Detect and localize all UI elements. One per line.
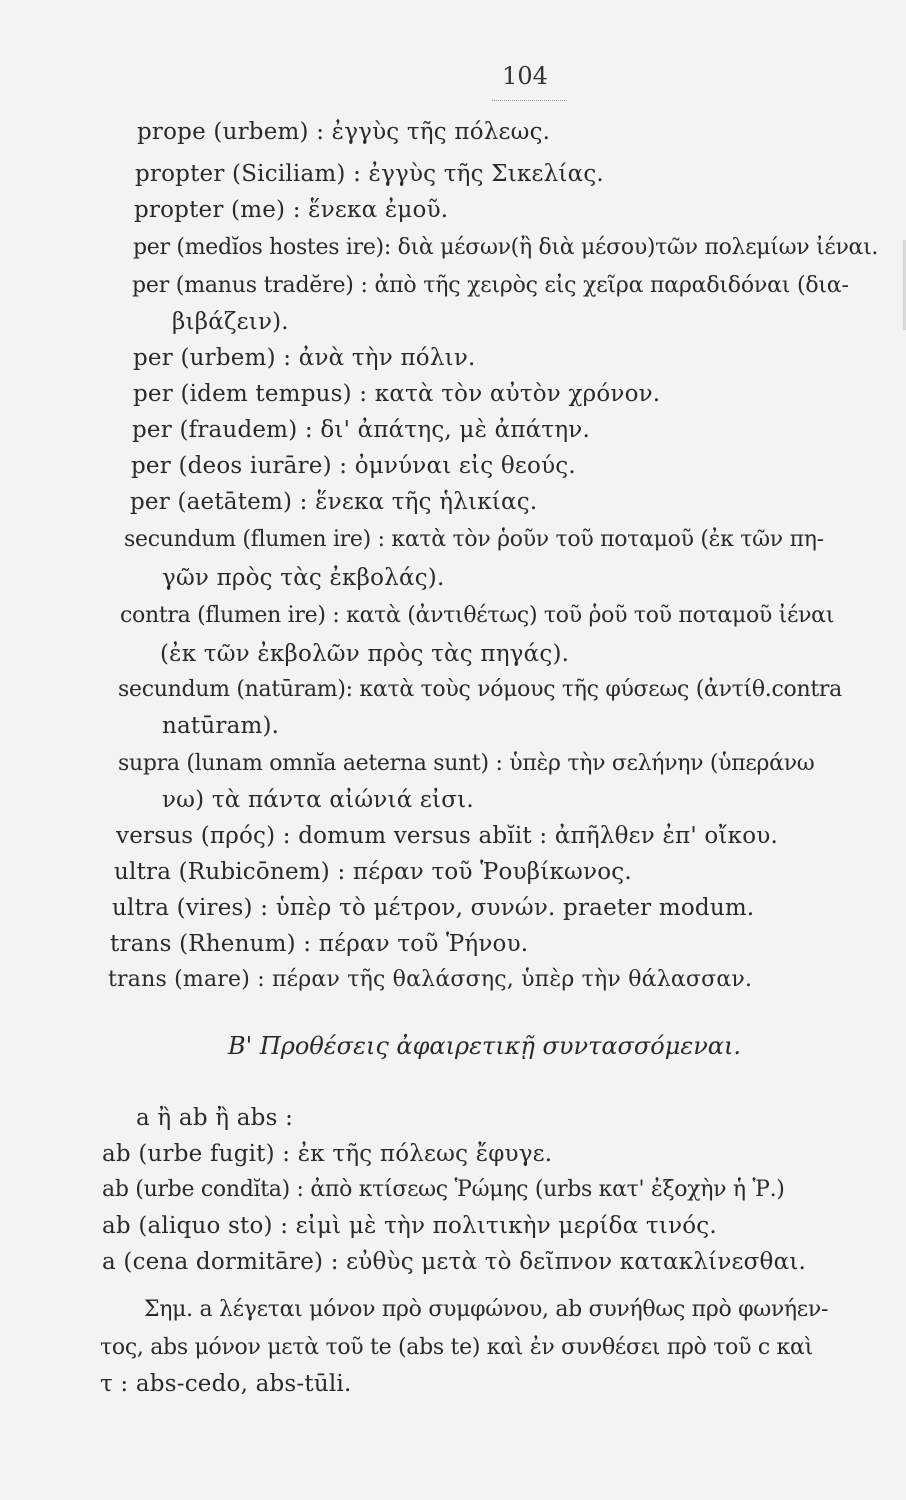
note-line: Σημ. a λέγεται μόνον πρὸ συμφώνου, ab συνήθως πρὸ φωνήεν- bbox=[144, 1297, 829, 1322]
entry-line: per (idem tempus) : κατὰ τὸν αὐτὸν χρόνον. bbox=[133, 381, 661, 407]
entry-line: νω) τὰ πάντα αἰώνιά εἰσι. bbox=[162, 787, 474, 813]
entry-line: trans (Rhenum) : πέραν τοῦ Ῥήνου. bbox=[110, 931, 529, 957]
entry-line: ultra (vires) : ὑπὲρ τὸ μέτρον, συνών. praeter modum. bbox=[112, 895, 755, 921]
entry-line: per (deos iurāre) : ὀμνύναι εἰς θεούς. bbox=[131, 453, 576, 479]
section-entry-line: ab (urbe fugit) : ἐκ τῆς πόλεως ἔφυγε. bbox=[102, 1141, 553, 1167]
entry-line: natūram). bbox=[162, 713, 280, 739]
section-entry-line: a (cena dormitāre) : εὐθὺς μετὰ τὸ δεῖπνον κατακλίνεσθαι. bbox=[102, 1249, 807, 1275]
entry-line: per (fraudem) : δι' ἀπάτης, μὲ ἀπάτην. bbox=[132, 417, 590, 443]
section-entry-line: ab (urbe condĭta) : ἀπὸ κτίσεως Ῥώμης (urbs κατ' ἐξοχὴν ἡ Ῥ.) bbox=[102, 1177, 785, 1202]
section-entry-line: a ἢ ab ἢ abs : bbox=[136, 1105, 294, 1131]
entry-line: (ἐκ τῶν ἐκβολῶν πρὸς τὰς πηγάς). bbox=[160, 641, 570, 667]
page-number: 104 bbox=[502, 62, 548, 90]
entry-line: per (aetātem) : ἕνεκα τῆς ἡλικίας. bbox=[130, 489, 538, 515]
section-heading: Β' Προθέσεις ἀφαιρετικῇ συντασσόμεναι. bbox=[228, 1032, 742, 1060]
entry-line: ultra (Rubicōnem) : πέραν τοῦ Ῥουβίκωνος. bbox=[114, 859, 632, 885]
entry-line: supra (lunam omnĭa aeterna sunt) : ὑπὲρ τὴν σελήνην (ὑπεράνω bbox=[118, 751, 815, 776]
entry-line: propter (Siciliam) : ἐγγὺς τῆς Σικελίας. bbox=[135, 161, 604, 187]
entry-line: γῶν πρὸς τὰς ἐκβολάς). bbox=[162, 565, 445, 591]
entry-line: per (urbem) : ἀνὰ τὴν πόλιν. bbox=[133, 345, 476, 371]
entry-line: contra (flumen ire) : κατὰ (ἀντιθέτως) τοῦ ῥοῦ τοῦ ποταμοῦ ἰέναι bbox=[120, 603, 835, 628]
entry-line: βιβάζειν). bbox=[172, 309, 289, 335]
section-entry-line: ab (aliquo sto) : εἰμὶ μὲ τὴν πολιτικὴν μερίδα τινός. bbox=[102, 1213, 717, 1239]
note-line: τος, abs μόνον μετὰ τοῦ te (abs te) καὶ ἐν συνθέσει πρὸ τοῦ c καὶ bbox=[100, 1335, 813, 1360]
entry-line: secundum (flumen ire) : κατὰ τὸν ῥοῦν τοῦ ποταμοῦ (ἐκ τῶν πη- bbox=[124, 527, 824, 552]
entry-line: propter (me) : ἕνεκα ἐμοῦ. bbox=[134, 197, 449, 223]
entry-line: per (medĭos hostes ire): διὰ μέσων(ἢ διὰ μέσου)τῶν πολεμίων ἰέναι. bbox=[133, 235, 879, 260]
entry-line: prope (urbem) : ἐγγὺς τῆς πόλεως. bbox=[137, 119, 551, 145]
page-number-rule bbox=[492, 100, 567, 101]
entry-line: versus (πρός) : domum versus abĭit : ἀπῆλθεν ἐπ' οἴκου. bbox=[116, 823, 778, 849]
entry-line: per (manus tradĕre) : ἀπὸ τῆς χειρὸς εἰς χεῖρα παραδιδόναι (δια- bbox=[132, 273, 849, 298]
entry-line: secundum (natūram): κατὰ τοὺς νόμους τῆς φύσεως (ἀντίθ.contra bbox=[118, 677, 842, 702]
entry-line: trans (mare) : πέραν τῆς θαλάσσης, ὑπὲρ τὴν θάλασσαν. bbox=[108, 967, 753, 992]
note-line: τ : abs-cedo, abs-tūli. bbox=[100, 1371, 352, 1397]
